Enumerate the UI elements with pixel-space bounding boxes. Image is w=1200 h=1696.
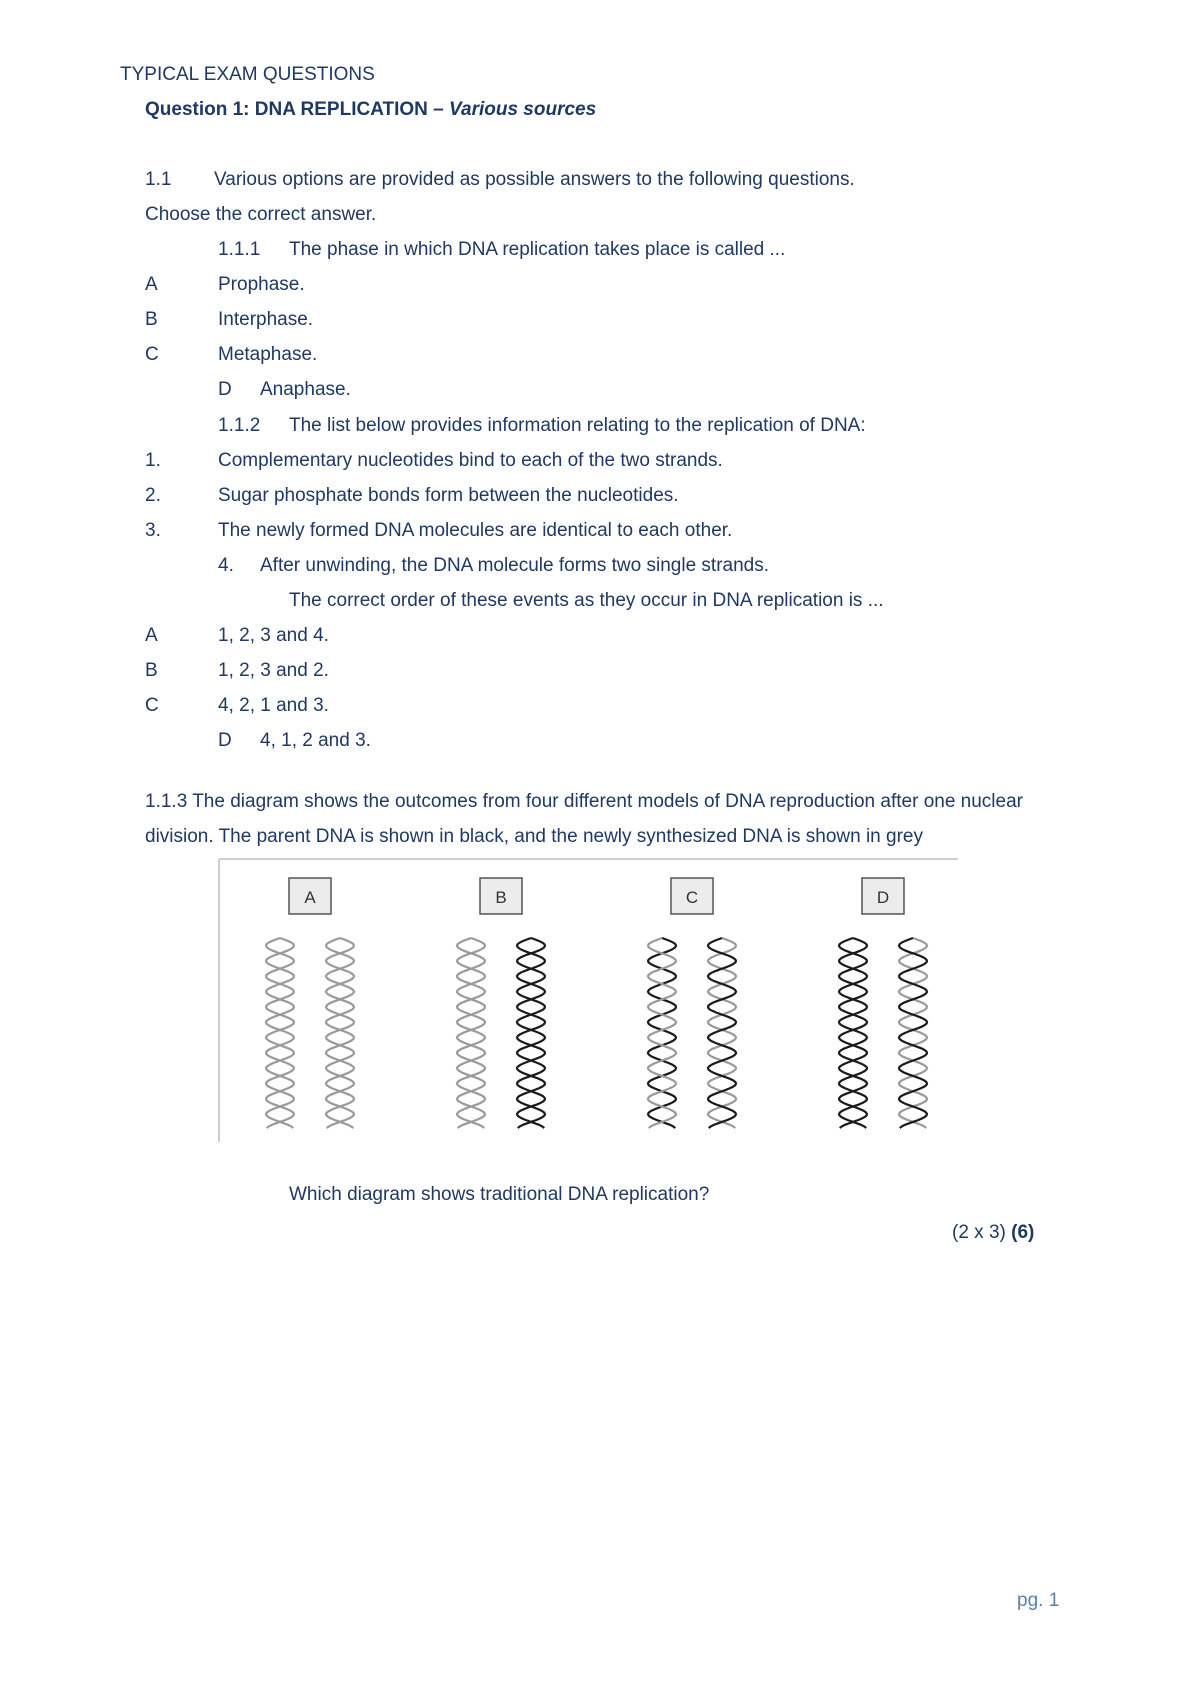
marks-allocation [952, 1221, 1034, 1245]
q1-1-1-option-a-letter: A [145, 274, 158, 295]
q1-1-1-option-d-letter: D [218, 379, 232, 400]
question-title-source: Various sources [449, 99, 597, 120]
list-item-3-num: 3. [145, 520, 161, 541]
page-header: TYPICAL EXAM QUESTIONS [120, 64, 375, 85]
list-item-2-text: Sugar phosphate bonds form between the nucleotides. [218, 485, 679, 506]
q1-1-2-option-d-letter: D [218, 730, 232, 751]
q1-1-2-number: 1.1.2 [218, 415, 261, 436]
q1-1-3-line2: division. The parent DNA is shown in black, and the newly synthesized DNA is shown in grey [145, 826, 923, 847]
model-label-c: C [685, 888, 699, 907]
question-title-main: Question 1: DNA REPLICATION [145, 99, 428, 120]
q1-1-2-option-d-text: 4, 1, 2 and 3. [260, 730, 371, 751]
question-title [145, 99, 596, 121]
q1-1-3-line1: 1.1.3 The diagram shows the outcomes from four different models of DNA reproduction after one nuclear [145, 791, 1023, 812]
q1-1-2-prompt: The correct order of these events as they occur in DNA replication is ... [289, 590, 884, 611]
list-item-1-text: Complementary nucleotides bind to each of the two strands. [218, 450, 723, 471]
q1-1-number: 1.1 [145, 169, 172, 190]
model-label-a: A [304, 888, 316, 907]
q1-1-1-option-c-text: Metaphase. [218, 344, 318, 365]
list-item-1-num: 1. [145, 450, 161, 471]
q1-1-instruction: Choose the correct answer. [145, 204, 377, 225]
q1-1-3-question: Which diagram shows traditional DNA replication? [289, 1184, 710, 1205]
q1-1-2-option-b-text: 1, 2, 3 and 2. [218, 660, 329, 681]
q1-1-1-option-b-text: Interphase. [218, 309, 314, 330]
q1-1-text: Various options are provided as possible answers to the following questions. [214, 169, 855, 190]
list-item-3-text: The newly formed DNA molecules are identical to each other. [218, 520, 733, 541]
q1-1-1-option-d-text: Anaphase. [260, 379, 351, 400]
list-item-4-num: 4. [218, 555, 234, 576]
list-item-4-text: After unwinding, the DNA molecule forms two single strands. [260, 555, 770, 576]
list-item-2-num: 2. [145, 485, 161, 506]
q1-1-1-option-c-letter: C [145, 344, 159, 365]
q1-1-1-option-b-letter: B [145, 309, 158, 330]
model-label-d: D [876, 888, 890, 907]
q1-1-2-text: The list below provides information relating to the replication of DNA: [289, 415, 866, 436]
q1-1-2-option-a-letter: A [145, 625, 158, 646]
question-title-dash: – [427, 99, 450, 120]
q1-1-1-option-a-text: Prophase. [218, 274, 305, 295]
q1-1-2-option-c-letter: C [145, 695, 159, 716]
marks-total: (6) [1011, 1222, 1035, 1243]
q1-1-2-option-a-text: 1, 2, 3 and 4. [218, 625, 329, 646]
marks-prefix: (2 x 3) [952, 1222, 1012, 1243]
q1-1-1-text: The phase in which DNA replication takes place is called ... [289, 239, 786, 260]
dna-replication-models-diagram [218, 858, 958, 1142]
q1-1-2-option-c-text: 4, 2, 1 and 3. [218, 695, 329, 716]
model-label-b: B [495, 888, 507, 907]
q1-1-1-number: 1.1.1 [218, 239, 261, 260]
q1-1-2-option-b-letter: B [145, 660, 158, 681]
page-number: pg. 1 [1017, 1590, 1060, 1611]
